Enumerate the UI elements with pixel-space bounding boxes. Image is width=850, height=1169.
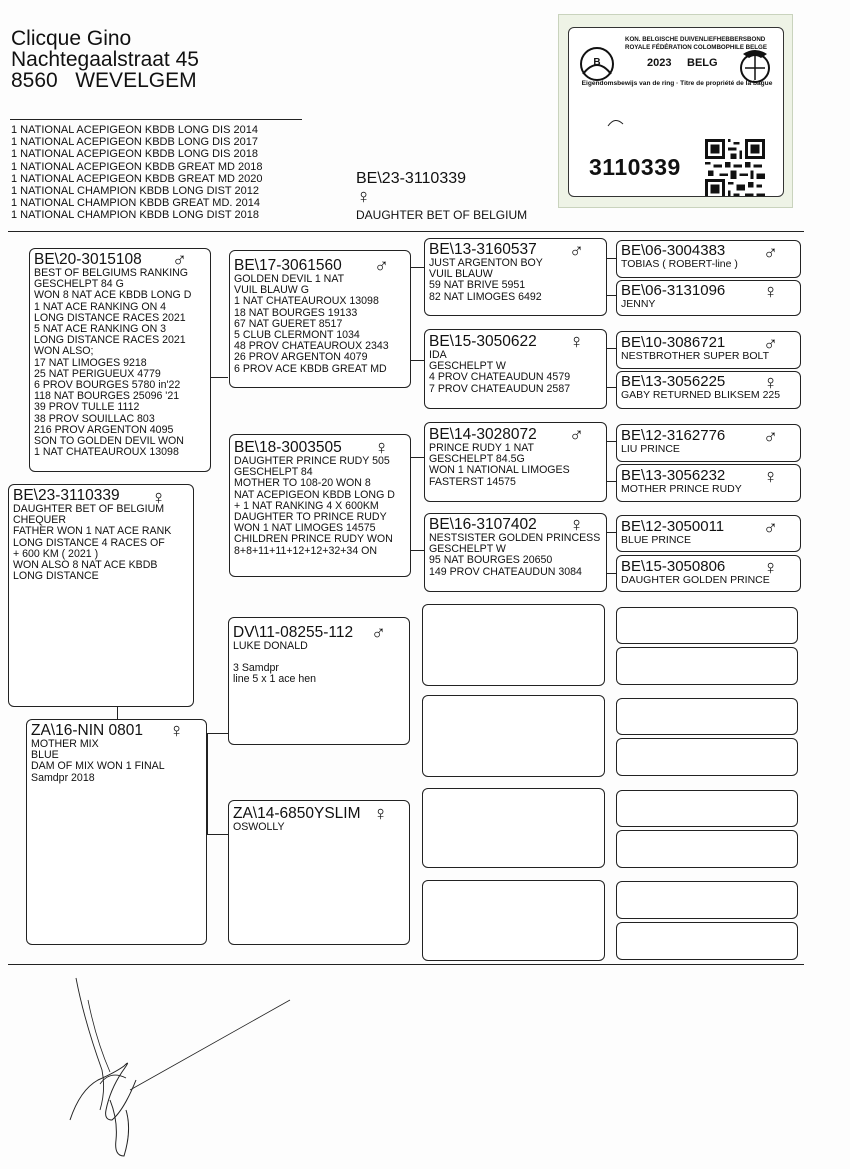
connector <box>606 348 616 349</box>
info-line: NESTSISTER GOLDEN PRINCESS <box>429 532 601 544</box>
connector <box>210 377 228 378</box>
pedigree-box-g4-4 <box>616 371 801 409</box>
info-line: 48 PROV CHATEAUROUX 2343 <box>234 340 389 353</box>
ring-number: BE\12-3162776 <box>621 427 726 444</box>
info-line: 8+8+11+11+12+12+32+34 ON <box>234 544 378 557</box>
info-line: GOLDEN DEVIL 1 NAT <box>234 273 345 285</box>
pedigree-box-empty <box>422 604 605 686</box>
info-line: 67 NAT GUERET 8517 <box>234 317 343 330</box>
info-line: DAUGHTER PRINCE RUDY 505 <box>234 455 390 467</box>
pedigree-box-g4-6 <box>616 464 801 502</box>
pedigree-box-sire-dam-sire <box>424 422 607 502</box>
info-line: 38 PROV SOUILLAC 803 <box>34 412 155 425</box>
card-ownership-title: Eigendomsbewijs van de ring · Titre de propriété de la bague <box>581 80 773 87</box>
ring-number: BE\15-3050622 <box>429 333 537 350</box>
male-icon: ♂ <box>763 242 778 264</box>
info-line: MOTHER MIX <box>31 738 99 750</box>
info-line: 1 NAT ACE RANKING ON 4 <box>34 300 167 313</box>
info-line: 1 NAT CHATEAUROUX 13098 <box>234 295 379 308</box>
ring-number: BE\16-3107402 <box>429 516 537 533</box>
subject-header <box>356 170 527 222</box>
info-line: FASTERST 14575 <box>429 475 516 488</box>
info-line: MOTHER PRINCE RUDY <box>621 483 742 495</box>
pedigree-box-empty <box>616 881 798 919</box>
card-org-line1: KON. BELGISCHE DUIVENLIEFHEBBERSBOND <box>625 36 766 43</box>
connector <box>207 733 208 834</box>
pedigree-box-empty <box>422 880 605 961</box>
pedigree-box-sire <box>29 248 211 472</box>
connector <box>606 573 616 574</box>
ring-number: DV\11-08255-112 <box>233 624 354 641</box>
info-line: VUIL BLAUW <box>429 268 493 281</box>
ring-number: BE\13-3056225 <box>621 373 726 390</box>
pedigree-box-g4-7 <box>616 515 801 552</box>
card-country: BELG <box>687 57 718 69</box>
logo-letter: B <box>593 57 601 68</box>
info-line: 26 PROV ARGENTON 4079 <box>234 351 368 364</box>
ring-number: BE\18-3003505 <box>234 439 342 456</box>
info-line: CHILDREN PRINCE RUDY WON <box>234 533 393 546</box>
connector <box>606 258 616 259</box>
connector <box>606 481 616 482</box>
info-line: BEST OF BELGIUMS RANKING <box>34 267 189 279</box>
pedigree-box-g4-2 <box>616 280 801 316</box>
info-line: JENNY <box>621 298 656 310</box>
ring-number: ZA\16-NIN 0801 <box>31 722 143 739</box>
info-line: DAUGHTER BET OF BELGIUM <box>13 503 165 515</box>
pedigree-box-dam-dam <box>228 800 410 945</box>
pedigree-box-dam-sire <box>228 617 410 745</box>
info-line: CHEQUER <box>13 514 66 527</box>
info-line: 149 PROV CHATEAUDUN 3084 <box>429 565 582 578</box>
info-line: LONG DISTANCE 4 RACES OF <box>13 536 165 549</box>
connector <box>410 267 424 268</box>
female-icon: ♀ <box>763 281 778 303</box>
connector <box>606 441 616 442</box>
info-line: 5 CLUB CLERMONT 1034 <box>234 329 360 342</box>
info-line: 18 NAT BOURGES 19133 <box>234 306 358 319</box>
subject-name: DAUGHTER BET OF BELGIUM <box>356 208 528 222</box>
info-line: + 1 NAT RANKING 4 X 600KM <box>234 499 379 512</box>
male-icon: ♂ <box>569 424 584 446</box>
connector <box>410 550 424 551</box>
info-line: PRINCE RUDY 1 NAT <box>429 442 534 454</box>
female-icon: ♀ <box>151 487 166 509</box>
info-line: DAUGHTER TO PRINCE RUDY <box>234 511 387 524</box>
ring-number: BE\15-3050806 <box>621 558 726 575</box>
title-line: 1 NATIONAL ACEPIGEON KBDB LONG DIS 2018 <box>11 148 258 161</box>
male-icon: ♂ <box>172 249 187 271</box>
owner-name: Clicque Gino <box>11 27 132 50</box>
male-icon: ♂ <box>763 333 778 355</box>
male-icon: ♂ <box>374 255 389 277</box>
info-line: 6 PROV ACE KBDB GREAT MD <box>234 362 387 375</box>
pedigree-box-empty <box>616 922 798 960</box>
info-line: FATHER WON 1 NAT ACE RANK <box>13 525 172 538</box>
connector <box>410 360 424 361</box>
info-line: TOBIAS ( ROBERT-line ) <box>621 258 738 270</box>
connector <box>606 387 616 388</box>
female-icon: ♀ <box>373 803 388 825</box>
info-line: WON 1 NAT LIMOGES 14575 <box>234 522 376 535</box>
male-icon: ♂ <box>763 426 778 448</box>
owner-address <box>11 28 199 91</box>
info-line: GESCHELPT 84 <box>234 466 313 479</box>
info-line: 6 PROV BOURGES 5780 in'22 <box>34 379 181 392</box>
card-org-line2: ROYALE FÉDÉRATION COLOMBOPHILE BELGE <box>625 43 767 51</box>
female-icon: ♀ <box>763 466 778 488</box>
female-icon: ♀ <box>763 372 778 394</box>
pedigree-box-g4-8 <box>616 555 801 592</box>
female-icon: ♀ <box>763 557 778 579</box>
info-line: 4 PROV CHATEAUDUN 4579 <box>429 371 571 384</box>
pedigree-box-sire-dam <box>229 434 411 577</box>
card-year: 2023 <box>647 57 672 69</box>
ring-number: BE\13-3056232 <box>621 467 726 484</box>
info-line: WON 8 NAT ACE KBDB LONG D <box>34 289 192 302</box>
info-line: 25 NAT PERIGUEUX 4779 <box>34 367 161 380</box>
info-line: LONG DISTANCE RACES 2021 <box>34 311 186 324</box>
info-line: JUST ARGENTON BOY <box>429 257 543 269</box>
info-line: 39 PROV TULLE 1112 <box>34 401 140 414</box>
connector <box>410 457 424 458</box>
info-line: 82 NAT LIMOGES 6492 <box>429 290 542 303</box>
info-line: + 600 KM ( 2021 ) <box>13 547 99 560</box>
ring-number: BE\06-3131096 <box>621 282 726 299</box>
info-line: 7 PROV CHATEAUDUN 2587 <box>429 382 571 395</box>
pedigree-box-empty <box>616 698 798 735</box>
info-line: NESTBROTHER SUPER BOLT <box>621 350 769 362</box>
info-line: GESCHELPT W <box>429 543 506 556</box>
pedigree-box-empty <box>616 790 798 827</box>
info-line: WON ALSO; <box>34 345 94 358</box>
info-line: WON 1 NATIONAL LIMOGES <box>429 464 570 477</box>
pedigree-box-empty <box>422 695 605 777</box>
ring-number: ZA\14-6850YSLIM <box>233 805 361 822</box>
pigeon-emblem-icon <box>733 44 777 84</box>
title-line: 1 NATIONAL ACEPIGEON KBDB GREAT MD 2018 <box>11 160 263 173</box>
info-line: 5 NAT ACE RANKING ON 3 <box>34 323 167 336</box>
female-icon: ♀ <box>569 331 584 353</box>
pedigree-box-g4-5 <box>616 424 801 462</box>
info-line: VUIL BLAUW G <box>234 284 309 297</box>
pedigree-top-divider <box>8 231 804 232</box>
title-line: 1 NATIONAL ACEPIGEON KBDB GREAT MD 2020 <box>11 172 263 185</box>
info-line: GABY RETURNED BLIKSEM 225 <box>621 389 781 401</box>
pedigree-box-empty <box>422 788 605 868</box>
ring-ownership-card <box>558 14 793 208</box>
title-line: 1 NATIONAL CHAMPION KBDB LONG DIST 2018 <box>11 209 259 222</box>
pedigree-box-empty <box>616 738 798 776</box>
info-line: IDA <box>429 349 447 361</box>
female-icon: ♀ <box>169 720 184 742</box>
info-line: BLUE PRINCE <box>621 534 692 546</box>
pedigree-box-empty <box>616 607 798 644</box>
info-line: Samdpr 2018 <box>31 771 95 784</box>
info-line: DAUGHTER GOLDEN PRINCE <box>621 574 770 586</box>
info-line: OSWOLLY <box>233 821 285 833</box>
info-line: 3 Samdpr <box>233 662 279 675</box>
info-line: SON TO GOLDEN DEVIL WON <box>34 435 184 448</box>
info-line: LONG DISTANCE <box>13 570 99 583</box>
ring-number: BE\14-3028072 <box>429 426 537 443</box>
connector <box>606 295 616 296</box>
kbdb-logo-icon <box>577 44 617 84</box>
title-line: 1 NATIONAL ACEPIGEON KBDB LONG DIS 2014 <box>11 124 258 136</box>
owner-postal: 8560 <box>11 69 58 92</box>
info-line: 216 PROV ARGENTON 4095 <box>34 423 174 436</box>
info-line: LIU PRINCE <box>621 443 680 455</box>
info-line: 17 NAT LIMOGES 9218 <box>34 356 147 369</box>
pedigree-box-sire-sire-sire <box>424 238 607 316</box>
pedigree-box-sire-sire-dam <box>424 329 607 409</box>
info-line: BLUE <box>31 749 59 762</box>
title-line: 1 NATIONAL ACEPIGEON KBDB LONG DIS 2017 <box>11 136 258 149</box>
info-line: NAT ACEPIGEON KBDB LONG D <box>234 488 395 501</box>
info-line: 59 NAT BRIVE 5951 <box>429 279 526 292</box>
pedigree-box-empty <box>616 830 798 868</box>
info-line: GESCHELPT 84 G <box>34 278 124 291</box>
owner-street: Nachtegaalstraat 45 <box>11 48 199 71</box>
ring-number: BE\10-3086721 <box>621 334 726 351</box>
handwritten-signature <box>40 960 310 1160</box>
owner-city-line <box>11 70 199 91</box>
info-line: 95 NAT BOURGES 20650 <box>429 554 553 567</box>
pedigree-box-dam <box>26 719 207 945</box>
info-line: line 5 x 1 ace hen <box>233 673 317 686</box>
owner-city: WEVELGEM <box>75 69 197 92</box>
pedigree-box-sire-dam-dam <box>424 513 607 592</box>
title-line: 1 NATIONAL CHAMPION KBDB LONG DIST 2012 <box>11 185 259 198</box>
subject-sex-icon: ♀ <box>356 186 371 208</box>
female-icon: ♀ <box>569 514 584 536</box>
curl-mark-icon <box>607 118 625 128</box>
subject-ring: BE\23-3110339 <box>356 170 467 187</box>
ring-number: BE\20-3015108 <box>34 251 142 268</box>
pedigree-box-g4-3 <box>616 331 801 369</box>
male-icon: ♂ <box>371 622 386 644</box>
ring-number: BE\17-3061560 <box>234 257 342 274</box>
ring-number: BE\06-3004383 <box>621 242 726 259</box>
qr-code-icon <box>705 138 765 197</box>
female-icon: ♀ <box>374 437 389 459</box>
pedigree-box-sire-sire <box>229 250 411 388</box>
info-line: GESCHELPT W <box>429 360 506 373</box>
title-line: 1 NATIONAL CHAMPION KBDB GREAT MD. 2014 <box>11 197 260 210</box>
pedigree-box-g4-1 <box>616 240 801 278</box>
connector <box>606 532 616 533</box>
connector <box>207 733 228 734</box>
connector <box>207 834 228 835</box>
card-inner <box>568 27 784 197</box>
male-icon: ♂ <box>569 240 584 262</box>
info-line: LONG DISTANCE RACES 2021 <box>34 334 186 347</box>
pedigree-box-subject <box>8 484 194 707</box>
connector <box>117 707 118 719</box>
info-line: LUKE DONALD <box>233 640 308 652</box>
info-line: DAM OF MIX WON 1 FINAL <box>31 760 165 773</box>
info-line: WON ALSO 8 NAT ACE KBDB <box>13 559 158 572</box>
info-line: 118 NAT BOURGES 25096 '21 <box>34 390 180 403</box>
card-ring-number: 3110339 <box>589 154 681 180</box>
male-icon: ♂ <box>763 517 778 539</box>
achievement-titles <box>11 124 262 222</box>
ring-number: BE\12-3050011 <box>621 518 725 535</box>
info-line: GESCHELPT 84.5G <box>429 453 525 466</box>
pedigree-box-empty <box>616 647 798 685</box>
owner-divider <box>10 119 302 120</box>
info-line: MOTHER TO 108-20 WON 8 <box>234 477 371 490</box>
ring-number: BE\23-3110339 <box>13 487 120 504</box>
info-line: 1 NAT CHATEAUROUX 13098 <box>34 446 179 459</box>
ring-number: BE\13-3160537 <box>429 241 537 258</box>
